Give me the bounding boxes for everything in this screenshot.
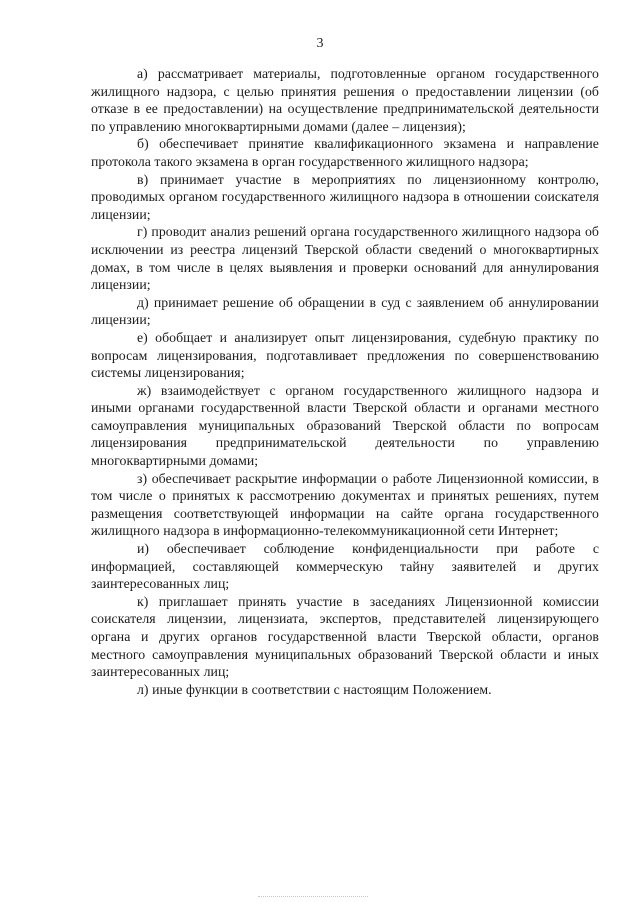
page-number: 3 — [316, 36, 324, 51]
list-item-z: з) обеспечивает раскрытие информации о работе Лицензионной комиссии, в том числе о принятых к рассмотрению документах и принятых решениях, путем размещения соответствующей информации на сайте органа государственного жилищного надзора в информационно-телекоммуникационной сети Интернет; — [91, 470, 599, 539]
list-item-v: в) принимает участие в мероприятиях по лицензионному контролю, проводимых органом государственного жилищного надзора в отношении соискателя лицензии; — [91, 171, 599, 222]
scan-artifact — [258, 896, 368, 899]
list-item-zh: ж) взаимодействует с органом государственного жилищного надзора и иными органами государственной власти Тверской области и органами местного самоуправления муниципальных образований Тверской области по вопросам лицензирования предпринимательской деятельности по управлению многоквартирными домами; — [91, 382, 599, 469]
list-item-a: а) рассматривает материалы, подготовленные органом государственного жилищного надзора, с целью принятия решения о предоставлении лицензии (об отказе в ее предоставлении) на осуществление предпринимательской деятельности по управлению многоквартирными домами (далее – лицензия); — [91, 66, 599, 134]
list-item-k: к) приглашает принять участие в заседаниях Лицензионной комиссии соискателя лицензии, лицензиата, экспертов, представителей лицензирующего органа и других органов государственной власти Тверской области, органов местного самоуправления муниципальных образований Тверской области и иных заинтересованных лиц; — [91, 593, 599, 680]
list-item-g: г) проводит анализ решений органа государственного жилищного надзора об исключении из реестра лицензий Тверской области сведений о многоквартирных домах, в том числе в целях выявления и проверки оснований для аннулирования лицензии; — [91, 224, 599, 293]
list-item-b: б) обеспечивает принятие квалификационного экзамена и направление протокола такого экзамена в орган государственного жилищного надзора; — [91, 136, 599, 169]
document-body — [91, 65, 599, 698]
list-item-i: и) обеспечивает соблюдение конфиденциальности при работе с информацией, составляющей коммерческую тайну заявителей и других заинтересованных лиц; — [91, 541, 599, 592]
list-item-e: е) обобщает и анализирует опыт лицензирования, судебную практику по вопросам лицензирования, подготавливает предложения по совершенствованию системы лицензирования; — [91, 329, 599, 381]
list-item-d: д) принимает решение об обращении в суд с заявлением об аннулировании лицензии; — [91, 294, 599, 328]
list-item-l: л) иные функции в соответствии с настоящим Положением. — [137, 681, 492, 697]
